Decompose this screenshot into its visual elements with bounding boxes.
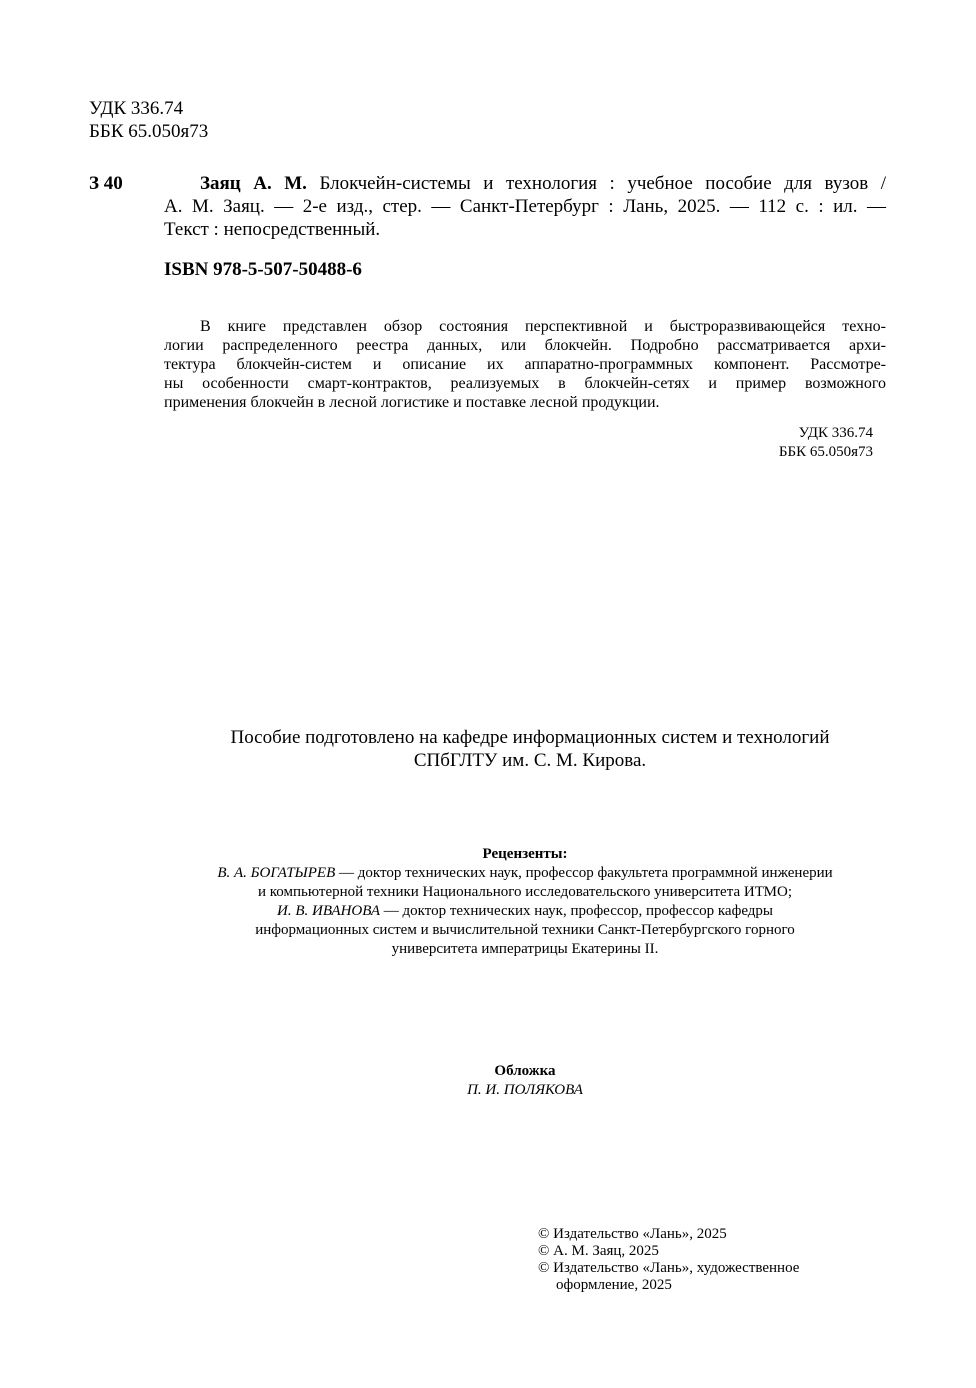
header-classification (89, 97, 208, 143)
author-code: З 40 (89, 173, 123, 194)
biblio-line-2: А. М. Заяц. — 2-е изд., стер. — Санкт-Петербург : Лань, 2025. — 112 с. : ил. — (164, 196, 886, 217)
biblio-author: Заяц А. М. (200, 173, 307, 194)
abstract-bbk: ББК 65.050я73 (778, 444, 873, 460)
reviewer-2-line-3: университета императрицы Екатерины II. (391, 941, 659, 957)
reviewer-1-name: В. А. БОГАТЫРЕВ (217, 865, 336, 881)
abstract (164, 317, 886, 412)
copyright-publisher: © Издательство «Лань», 2025 (538, 1226, 727, 1242)
prepared-line-1: Пособие подготовлено на кафедре информационных систем и технологий (230, 727, 830, 748)
cover-credit (350, 1062, 700, 1100)
header-udk: УДК 336.74 (89, 98, 184, 119)
biblio-line-1 (164, 172, 886, 195)
cover-heading: Обложка (494, 1063, 556, 1079)
bibliographic-record (164, 172, 886, 241)
reviewers-heading: Рецензенты: (482, 846, 568, 862)
copyright-design: © Издательство «Лань», художественное (538, 1260, 800, 1276)
reviewers (150, 845, 900, 959)
abstract-line: В книге представлен обзор состояния перспективной и быстроразвивающейся техно- (200, 318, 886, 335)
copyright-block (538, 1226, 858, 1294)
isbn: ISBN 978-5-507-50488-6 (164, 259, 362, 280)
reviewer-2-name: И. В. ИВАНОВА (277, 903, 381, 919)
reviewer-2-desc: — доктор технических наук, профессор, профессор кафедры (380, 903, 773, 919)
abstract-line: ны особенности смарт-контрактов, реализуемых в блокчейн-сетях и пример возможного (164, 375, 886, 392)
reviewer-1-desc: — доктор технических наук, профессор факультета программной инженерии (335, 865, 833, 881)
copyright-design-cont: оформление, 2025 (556, 1277, 672, 1293)
cover-designer: П. И. ПОЛЯКОВА (467, 1082, 583, 1098)
biblio-line-3: Текст : непосредственный. (164, 219, 381, 240)
copyright-author: © А. М. Заяц, 2025 (538, 1243, 659, 1259)
reviewer-1-line-1 (150, 864, 900, 883)
abstract-line: логии распределенного реестра данных, или блокчейн. Подробно рассматривается архи- (164, 337, 886, 354)
abstract-line: применения блокчейн в лесной логистике и поставке лесной продукции. (164, 394, 660, 411)
header-bbk: ББК 65.050я73 (89, 121, 209, 142)
reviewer-2-line-2: информационных систем и вычислительной техники Санкт-Петербургского горного (255, 922, 795, 938)
reviewer-2-line-1 (150, 902, 900, 921)
reviewer-1-line-2: и компьютерной техники Национального исследовательского университета ИТМО; (258, 884, 792, 900)
abstract-classification (600, 424, 873, 462)
abstract-udk: УДК 336.74 (798, 425, 873, 441)
prepared-note (160, 726, 900, 772)
prepared-line-2: СПбГЛТУ им. С. М. Кирова. (413, 750, 647, 771)
biblio-title: Блокчейн-системы и технология : учебное пособие для вузов / (319, 173, 887, 194)
abstract-line: тектура блокчейн-систем и описание их аппаратно-программных компонент. Рассмотре- (164, 356, 886, 373)
